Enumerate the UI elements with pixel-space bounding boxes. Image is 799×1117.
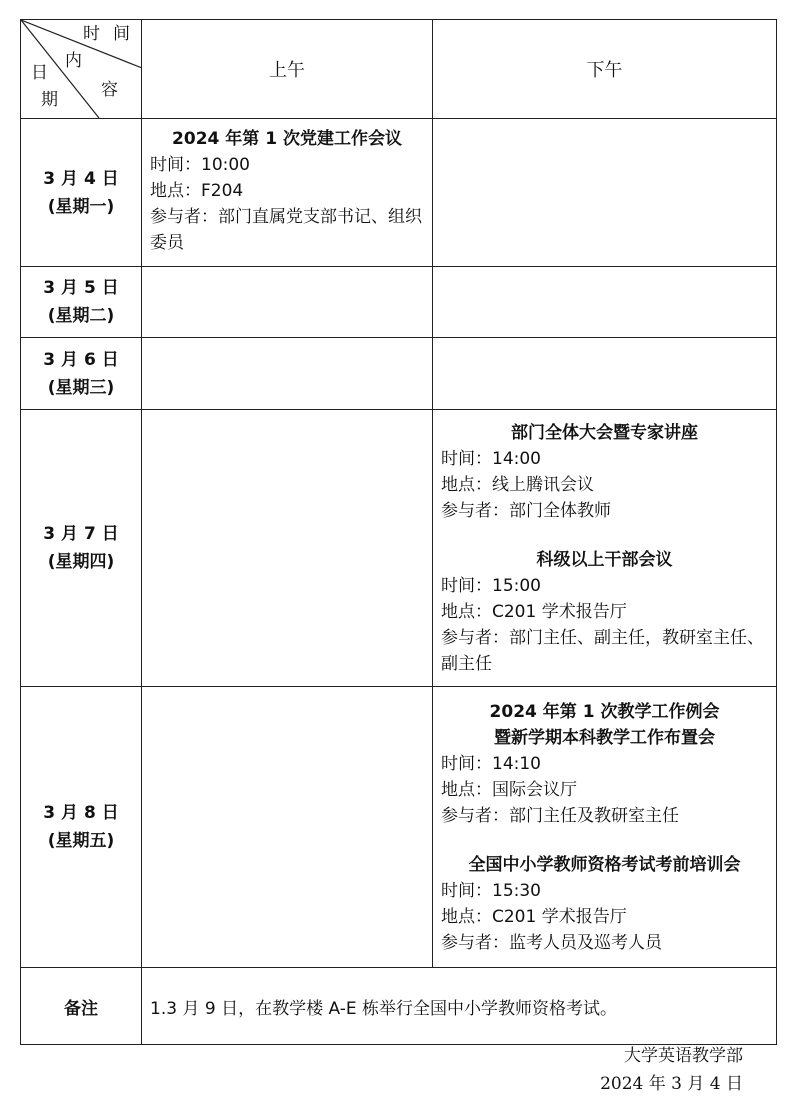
weekday-label: (星期一) — [47, 196, 115, 217]
corner-time-2: 间 — [113, 24, 130, 44]
remarks-row — [21, 968, 777, 1045]
event-title-line1: 2024 年第 1 次教学工作例会 — [489, 701, 720, 722]
date-label: 3 月 7 日 — [43, 524, 119, 544]
event-place: 地点：国际会议厅 — [441, 779, 577, 800]
event-attendees: 参与者：部门直属党支部书记、组织委员 — [150, 207, 422, 253]
event-place: 地点：C201 学术报告厅 — [441, 906, 627, 927]
header-morning: 上午 — [142, 20, 433, 119]
empty-cell-pm — [433, 338, 777, 410]
corner-header-cell — [21, 20, 142, 119]
row-mar5 — [21, 267, 777, 338]
event-cell-pm — [433, 687, 777, 968]
event-title-line2: 暨新学期本科教学工作布置会 — [494, 727, 715, 748]
event-attendees: 参与者：部门主任及教研室主任 — [441, 805, 679, 826]
row-mar4 — [21, 119, 777, 267]
event-time: 时间：15:30 — [441, 880, 541, 901]
corner-content-1: 内 — [65, 51, 82, 71]
date-label: 3 月 6 日 — [43, 349, 119, 370]
weekday-label: (星期三) — [47, 377, 115, 398]
empty-cell-pm — [433, 119, 777, 267]
row-mar8 — [21, 687, 777, 968]
event-attendees: 参与者：部门主任、副主任，教研室主任、副主任 — [441, 627, 764, 674]
empty-cell-am — [142, 338, 433, 410]
corner-time-1: 时 — [83, 24, 100, 44]
row-mar6 — [21, 338, 777, 410]
date-cell — [21, 267, 142, 338]
weekday-label: (星期五) — [47, 831, 115, 851]
event-cell-pm — [433, 410, 777, 687]
event-title: 2024 年第 1 次党建工作会议 — [172, 129, 402, 149]
event-attendees: 参与者：监考人员及巡考人员 — [441, 932, 662, 953]
remarks-text: 1.3 月 9 日，在教学楼 A-E 栋举行全国中小学教师资格考试。 — [142, 968, 777, 1045]
event-place: 地点：F204 — [150, 181, 244, 201]
empty-cell-am — [142, 267, 433, 338]
date-cell — [21, 410, 142, 687]
event-cell-am — [142, 119, 433, 267]
remarks-label: 备注 — [21, 968, 142, 1045]
empty-cell-am — [142, 410, 433, 687]
event-time: 时间：14:10 — [441, 753, 541, 774]
date-label: 3 月 4 日 — [43, 168, 119, 189]
weekday-label: (星期二) — [47, 306, 115, 326]
empty-cell-pm — [433, 267, 777, 338]
event-place: 地点：C201 学术报告厅 — [441, 601, 627, 622]
date-cell — [21, 687, 142, 968]
event-place: 地点：线上腾讯会议 — [441, 474, 594, 495]
date-cell — [21, 338, 142, 410]
date-label: 3 月 8 日 — [43, 803, 119, 823]
corner-date-2: 期 — [41, 90, 58, 110]
date-label: 3 月 5 日 — [43, 278, 119, 298]
event-attendees: 参与者：部门全体教师 — [441, 500, 611, 521]
date-cell — [21, 119, 142, 267]
header-row — [21, 20, 777, 119]
event-time: 时间：10:00 — [150, 155, 250, 175]
corner-content-2: 容 — [101, 80, 118, 100]
event-title: 科级以上干部会议 — [536, 549, 673, 570]
event-time: 时间：14:00 — [441, 448, 541, 469]
signature-date: 2024 年 3 月 4 日 — [600, 1074, 743, 1094]
schedule-table — [20, 19, 777, 1045]
corner-date-1: 日 — [31, 63, 48, 83]
header-afternoon: 下午 — [433, 20, 777, 119]
event-time: 时间：15:00 — [441, 575, 541, 596]
row-mar7 — [21, 410, 777, 687]
event-title: 全国中小学教师资格考试考前培训会 — [468, 854, 741, 875]
event-title: 部门全体大会暨专家讲座 — [511, 422, 698, 443]
empty-cell-am — [142, 687, 433, 968]
signature-department: 大学英语教学部 — [624, 1046, 743, 1066]
weekday-label: (星期四) — [47, 552, 115, 572]
